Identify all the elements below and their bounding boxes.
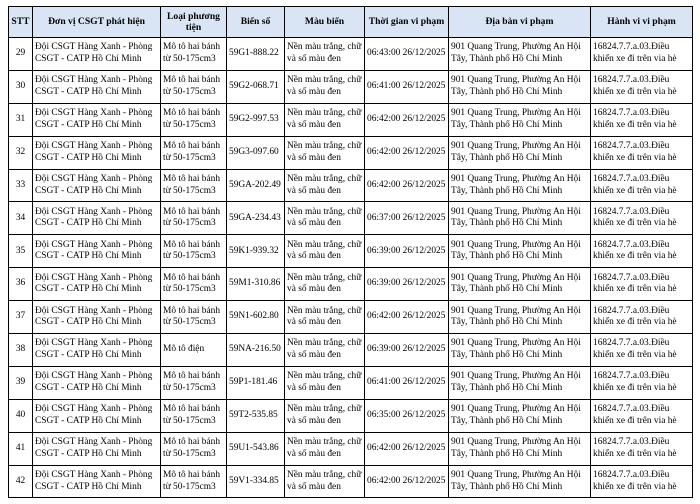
cell-plate-color: Nền màu trắng, chữ và số màu đen: [285, 103, 365, 136]
cell-unit: Đội CSGT Hàng Xanh - Phòng CSGT - CATP Hồ Chí Minh: [33, 399, 161, 432]
cell-stt: 32: [9, 136, 33, 169]
cell-time: 06:42:00 26/12/2025: [365, 465, 449, 498]
cell-stt: 34: [9, 202, 33, 235]
cell-place: 901 Quang Trung, Phường An Hội Tây, Thành phố Hồ Chí Minh: [449, 202, 591, 235]
cell-vehicle-type: Mô tô hai bánh từ 50-175cm3: [161, 136, 227, 169]
cell-violation: 16824.7.7.a.03.Điều khiển xe đi trên via hè: [591, 268, 693, 301]
header-stt: STT: [9, 7, 33, 38]
cell-place: 901 Quang Trung, Phường An Hội Tây, Thành phố Hồ Chí Minh: [449, 268, 591, 301]
cell-time: 06:41:00 26/12/2025: [365, 70, 449, 103]
header-violation: Hành vi vi phạm: [591, 7, 693, 38]
cell-plate: 59V1-334.85: [227, 465, 285, 498]
header-vehicle: Loại phương tiện: [161, 7, 227, 38]
cell-vehicle-type: Mô tô hai bánh từ 50-175cm3: [161, 366, 227, 399]
header-plate: Biển số: [227, 7, 285, 38]
cell-vehicle-type: Mô tô hai bánh từ 50-175cm3: [161, 202, 227, 235]
cell-place: 901 Quang Trung, Phường An Hội Tây, Thành phố Hồ Chí Minh: [449, 432, 591, 465]
cell-place: 901 Quang Trung, Phường An Hội Tây, Thành phố Hồ Chí Minh: [449, 465, 591, 498]
cell-plate-color: Nền màu trắng, chữ và số màu đen: [285, 465, 365, 498]
cell-plate: 59U1-543.86: [227, 432, 285, 465]
table-row: [9, 432, 693, 465]
cell-plate: 59K1-939.32: [227, 235, 285, 268]
cell-violation: 16824.7.7.a.03.Điều khiển xe đi trên via hè: [591, 70, 693, 103]
cell-vehicle-type: Mô tô hai bánh từ 50-175cm3: [161, 465, 227, 498]
cell-vehicle-type: Mô tô hai bánh từ 50-175cm3: [161, 432, 227, 465]
cell-vehicle-type: Mô tô hai bánh từ 50-175cm3: [161, 38, 227, 71]
cell-vehicle-type: Mô tô hai bánh từ 50-175cm3: [161, 169, 227, 202]
cell-plate: 59N1-602.80: [227, 301, 285, 334]
cell-plate: 59M1-310.86: [227, 268, 285, 301]
cell-stt: 37: [9, 301, 33, 334]
violation-table: [8, 6, 693, 498]
cell-stt: 38: [9, 334, 33, 367]
header-plate-color: Màu biển: [285, 7, 365, 38]
cell-unit: Đội CSGT Hàng Xanh - Phòng CSGT - CATP Hồ Chí Minh: [33, 465, 161, 498]
cell-time: 06:42:00 26/12/2025: [365, 432, 449, 465]
cell-plate-color: Nền màu trắng, chữ và số màu đen: [285, 432, 365, 465]
cell-plate: 59GA-202.49: [227, 169, 285, 202]
cell-time: 06:42:00 26/12/2025: [365, 136, 449, 169]
cell-plate: 59T2-535.85: [227, 399, 285, 432]
cell-plate: 59NA-216.50: [227, 334, 285, 367]
table-row: [9, 70, 693, 103]
cell-stt: 36: [9, 268, 33, 301]
violation-table-wrapper: [8, 6, 693, 498]
cell-place: 901 Quang Trung, Phường An Hội Tây, Thành phố Hồ Chí Minh: [449, 169, 591, 202]
cell-plate: 59G2-068.71: [227, 70, 285, 103]
cell-vehicle-type: Mô tô hai bánh từ 50-175cm3: [161, 235, 227, 268]
cell-time: 06:41:00 26/12/2025: [365, 366, 449, 399]
cell-unit: Đội CSGT Hàng Xanh - Phòng CSGT - CATP Hồ Chí Minh: [33, 169, 161, 202]
cell-unit: Đội CSGT Hàng Xanh - Phòng CSGT - CATP Hồ Chí Minh: [33, 366, 161, 399]
header-unit: Đơn vị CSGT phát hiện: [33, 7, 161, 38]
cell-violation: 16824.7.7.a.03.Điều khiển xe đi trên via hè: [591, 169, 693, 202]
cell-violation: 16824.7.7.a.03.Điều khiển xe đi trên via hè: [591, 235, 693, 268]
cell-unit: Đội CSGT Hàng Xanh - Phòng CSGT - CATP Hồ Chí Minh: [33, 103, 161, 136]
cell-plate-color: Nền màu trắng, chữ và số màu đen: [285, 366, 365, 399]
table-row: [9, 399, 693, 432]
cell-vehicle-type: Mô tô hai bánh từ 50-175cm3: [161, 103, 227, 136]
cell-plate-color: Nền màu trắng, chữ và số màu đen: [285, 301, 365, 334]
cell-unit: Đội CSGT Hàng Xanh - Phòng CSGT - CATP Hồ Chí Minh: [33, 268, 161, 301]
cell-unit: Đội CSGT Hàng Xanh - Phòng CSGT - CATP Hồ Chí Minh: [33, 301, 161, 334]
cell-plate: 59P1-181.46: [227, 366, 285, 399]
cell-violation: 16824.7.7.a.03.Điều khiển xe đi trên via hè: [591, 38, 693, 71]
cell-place: 901 Quang Trung, Phường An Hội Tây, Thành phố Hồ Chí Minh: [449, 136, 591, 169]
cell-stt: 40: [9, 399, 33, 432]
cell-plate: 59GA-234.43: [227, 202, 285, 235]
cell-plate-color: Nền màu trắng, chữ và số màu đen: [285, 202, 365, 235]
table-row: [9, 334, 693, 367]
cell-time: 06:37:00 26/12/2025: [365, 202, 449, 235]
cell-plate-color: Nền màu trắng, chữ và số màu đen: [285, 136, 365, 169]
cell-vehicle-type: Mô tô hai bánh từ 50-175cm3: [161, 70, 227, 103]
cell-time: 06:42:00 26/12/2025: [365, 103, 449, 136]
cell-plate: 59G1-888.22: [227, 38, 285, 71]
cell-time: 06:43:00 26/12/2025: [365, 38, 449, 71]
cell-vehicle-type: Mô tô hai bánh từ 50-175cm3: [161, 301, 227, 334]
cell-place: 901 Quang Trung, Phường An Hội Tây, Thành phố Hồ Chí Minh: [449, 334, 591, 367]
cell-time: 06:42:00 26/12/2025: [365, 301, 449, 334]
cell-violation: 16824.7.7.a.03.Điều khiển xe đi trên via hè: [591, 399, 693, 432]
cell-stt: 29: [9, 38, 33, 71]
cell-stt: 41: [9, 432, 33, 465]
cell-time: 06:42:00 26/12/2025: [365, 169, 449, 202]
cell-place: 901 Quang Trung, Phường An Hội Tây, Thành phố Hồ Chí Minh: [449, 103, 591, 136]
cell-unit: Đội CSGT Hàng Xanh - Phòng CSGT - CATP Hồ Chí Minh: [33, 136, 161, 169]
cell-unit: Đội CSGT Hàng Xanh - Phòng CSGT - CATP Hồ Chí Minh: [33, 202, 161, 235]
cell-time: 06:39:00 26/12/2025: [365, 235, 449, 268]
cell-violation: 16824.7.7.a.03.Điều khiển xe đi trên via hè: [591, 301, 693, 334]
cell-violation: 16824.7.7.a.03.Điều khiển xe đi trên via hè: [591, 432, 693, 465]
table-row: [9, 202, 693, 235]
cell-plate-color: Nền màu trắng, chữ và số màu đen: [285, 169, 365, 202]
cell-plate-color: Nền màu trắng, chữ và số màu đen: [285, 399, 365, 432]
cell-vehicle-type: Mô tô hai bánh từ 50-175cm3: [161, 399, 227, 432]
cell-time: 06:39:00 26/12/2025: [365, 334, 449, 367]
cell-time: 06:39:00 26/12/2025: [365, 268, 449, 301]
cell-place: 901 Quang Trung, Phường An Hội Tây, Thành phố Hồ Chí Minh: [449, 399, 591, 432]
table-row: [9, 366, 693, 399]
table-row: [9, 103, 693, 136]
cell-plate-color: Nền màu trắng, chữ và số màu đen: [285, 334, 365, 367]
cell-plate-color: Nền màu trắng, chữ và số màu đen: [285, 235, 365, 268]
table-row: [9, 465, 693, 498]
cell-violation: 16824.7.7.a.03.Điều khiển xe đi trên via hè: [591, 202, 693, 235]
table-row: [9, 268, 693, 301]
cell-stt: 31: [9, 103, 33, 136]
cell-violation: 16824.7.7.a.03.Điều khiển xe đi trên via hè: [591, 136, 693, 169]
cell-plate-color: Nền màu trắng, chữ và số màu đen: [285, 268, 365, 301]
cell-violation: 16824.7.7.a.03.Điều khiển xe đi trên via hè: [591, 103, 693, 136]
cell-stt: 39: [9, 366, 33, 399]
cell-place: 901 Quang Trung, Phường An Hội Tây, Thành phố Hồ Chí Minh: [449, 38, 591, 71]
cell-stt: 33: [9, 169, 33, 202]
header-place: Địa bàn vi phạm: [449, 7, 591, 38]
table-row: [9, 169, 693, 202]
cell-place: 901 Quang Trung, Phường An Hội Tây, Thành phố Hồ Chí Minh: [449, 301, 591, 334]
cell-stt: 30: [9, 70, 33, 103]
cell-violation: 16824.7.7.a.03.Điều khiển xe đi trên via hè: [591, 366, 693, 399]
table-body: [9, 38, 693, 498]
cell-plate: 59G2-997.53: [227, 103, 285, 136]
cell-stt: 35: [9, 235, 33, 268]
table-header-row: [9, 7, 693, 38]
cell-plate: 59G3-097.60: [227, 136, 285, 169]
cell-unit: Đội CSGT Hàng Xanh - Phòng CSGT - CATP Hồ Chí Minh: [33, 432, 161, 465]
cell-place: 901 Quang Trung, Phường An Hội Tây, Thành phố Hồ Chí Minh: [449, 366, 591, 399]
cell-time: 06:35:00 26/12/2025: [365, 399, 449, 432]
cell-unit: Đội CSGT Hàng Xanh - Phòng CSGT - CATP Hồ Chí Minh: [33, 70, 161, 103]
cell-stt: 42: [9, 465, 33, 498]
cell-unit: Đội CSGT Hàng Xanh - Phòng CSGT - CATP Hồ Chí Minh: [33, 38, 161, 71]
cell-violation: 16824.7.7.a.03.Điều khiển xe đi trên via hè: [591, 465, 693, 498]
cell-unit: Đội CSGT Hàng Xanh - Phòng CSGT - CATP Hồ Chí Minh: [33, 235, 161, 268]
cell-vehicle-type: Mô tô hai bánh từ 50-175cm3: [161, 268, 227, 301]
cell-plate-color: Nền màu trắng, chữ và số màu đen: [285, 70, 365, 103]
table-row: [9, 301, 693, 334]
cell-place: 901 Quang Trung, Phường An Hội Tây, Thành phố Hồ Chí Minh: [449, 70, 591, 103]
table-row: [9, 136, 693, 169]
header-time: Thời gian vi phạm: [365, 7, 449, 38]
table-row: [9, 235, 693, 268]
cell-violation: 16824.7.7.a.03.Điều khiển xe đi trên via hè: [591, 334, 693, 367]
cell-place: 901 Quang Trung, Phường An Hội Tây, Thành phố Hồ Chí Minh: [449, 235, 591, 268]
table-row: [9, 38, 693, 71]
cell-plate-color: Nền màu trắng, chữ và số màu đen: [285, 38, 365, 71]
cell-vehicle-type: Mô tô điện: [161, 334, 227, 367]
cell-unit: Đội CSGT Hàng Xanh - Phòng CSGT - CATP Hồ Chí Minh: [33, 334, 161, 367]
